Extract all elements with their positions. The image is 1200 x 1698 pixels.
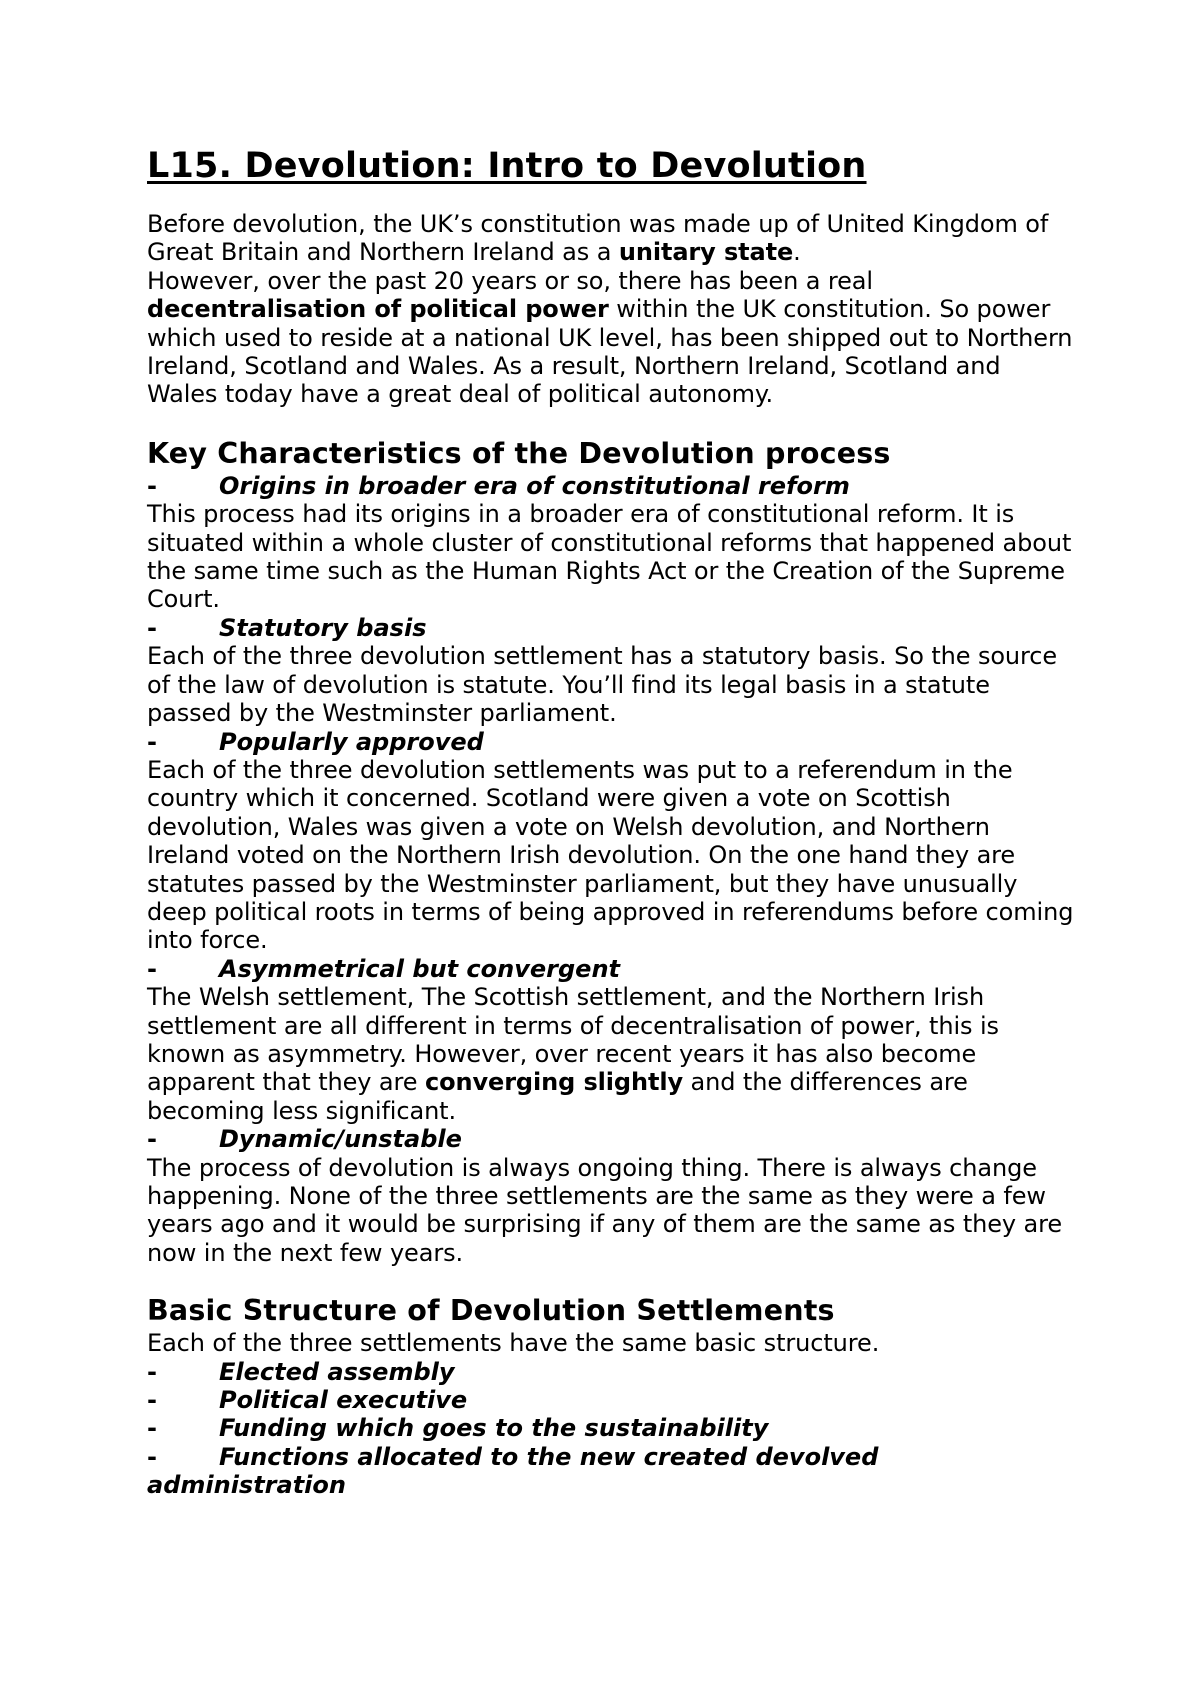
bullet-heading <box>147 955 1077 983</box>
bullet-body <box>147 983 1077 1125</box>
bullet-heading <box>147 1125 1077 1153</box>
bullet-title: Dynamic/unstable <box>219 1125 462 1154</box>
structure-item <box>147 1358 1077 1386</box>
bullet-body-bold: converging slightly <box>424 1068 684 1097</box>
bullet-title: Asymmetrical but convergent <box>219 954 621 983</box>
bullet-dash: - <box>147 1386 157 1415</box>
structure-item <box>147 1414 1077 1442</box>
document-page <box>147 140 1077 1500</box>
section-intro: Each of the three settlements have the same basic structure. <box>147 1329 880 1358</box>
intro-bold-term: decentralisation of political power <box>147 295 609 324</box>
intro-text: within the UK constitution. So power which used to reside at a national UK level, has been shipped out to Northern Ireland, Scotland and Wales. As a result, Northern Ireland, Scotland and Wales today have a great deal of political autonomy. <box>147 295 1073 409</box>
structure-item-text: Elected assembly <box>219 1357 455 1386</box>
bullet-body: The process of devolution is always ongoing thing. There is always change happening. None of the three settlements are the same as they were a few years ago and it would be surprising if any of them are the same as they are now in the next few years. <box>147 1153 1063 1267</box>
intro-text: However, over the past 20 years or so, there has been a real <box>147 266 873 295</box>
bullet-body: Each of the three devolution settlement has a statutory basis. So the source of the law of devolution is statute. You’ll find its legal basis in a statute passed by the Westminster parliament. <box>147 642 1058 728</box>
bullet-body-text: The Welsh settlement, The Scottish settlement, and the Northern Irish settlement are all different in terms of decentralisation of power, this is known as asymmetry. However, over recent years it has also become apparent that they are <box>147 983 999 1097</box>
bullet-dash: - <box>147 1414 157 1443</box>
intro-paragraph-1 <box>147 210 1077 267</box>
bullet-dash: - <box>147 471 157 500</box>
bullet-title: Statutory basis <box>219 613 427 642</box>
bullet-dash: - <box>147 1125 157 1154</box>
bullet-dash: - <box>147 613 157 642</box>
bullet-title: Origins in broader era of constitutional reform <box>219 471 850 500</box>
structure-item-text: Functions allocated to the new created devolved administration <box>147 1442 879 1500</box>
bullet-dash: - <box>147 954 157 983</box>
bullet-title: Popularly approved <box>219 727 484 756</box>
bullet-heading <box>147 728 1077 756</box>
intro-paragraph-2 <box>147 267 1077 409</box>
bullet-body-text: and the differences are becoming less significant. <box>147 1068 968 1125</box>
bullet-dash: - <box>147 1357 157 1386</box>
structure-item-text: Political executive <box>219 1386 468 1415</box>
bullet-body: This process had its origins in a broader era of constitutional reform. It is situated within a whole cluster of constitutional reforms that happened about the same time such as the Human Rights Act or the Creation of the Supreme Court. <box>147 500 1072 614</box>
intro-text: Before devolution, the UK’s constitution was made up of United Kingdom of Great Britain and Northern Ireland as a <box>147 210 1049 267</box>
structure-item <box>147 1386 1077 1414</box>
intro-bold-term: unitary state <box>618 238 794 267</box>
bullet-dash: - <box>147 1442 157 1471</box>
bullet-dash: - <box>147 727 157 756</box>
bullet-heading <box>147 614 1077 642</box>
section-heading-key-characteristics: Key Characteristics of the Devolution process <box>147 436 891 470</box>
section-heading-basic-structure: Basic Structure of Devolution Settlements <box>147 1294 835 1328</box>
structure-item <box>147 1443 1077 1500</box>
structure-item-text: Funding which goes to the sustainability <box>219 1414 769 1443</box>
page-title: L15. Devolution: Intro to Devolution <box>147 146 867 186</box>
bullet-body: Each of the three devolution settlements was put to a referendum in the country which it concerned. Scotland were given a vote on Scottish devolution, Wales was given a vote on Welsh devolution, and Northern Ireland voted on the Northern Irish devolution. On the one hand they are statutes passed by the Westminster parliament, but they have unusually deep political roots in terms of being approved in referendums before coming into force. <box>147 755 1074 955</box>
bullet-heading <box>147 472 1077 500</box>
intro-text: . <box>793 238 801 267</box>
